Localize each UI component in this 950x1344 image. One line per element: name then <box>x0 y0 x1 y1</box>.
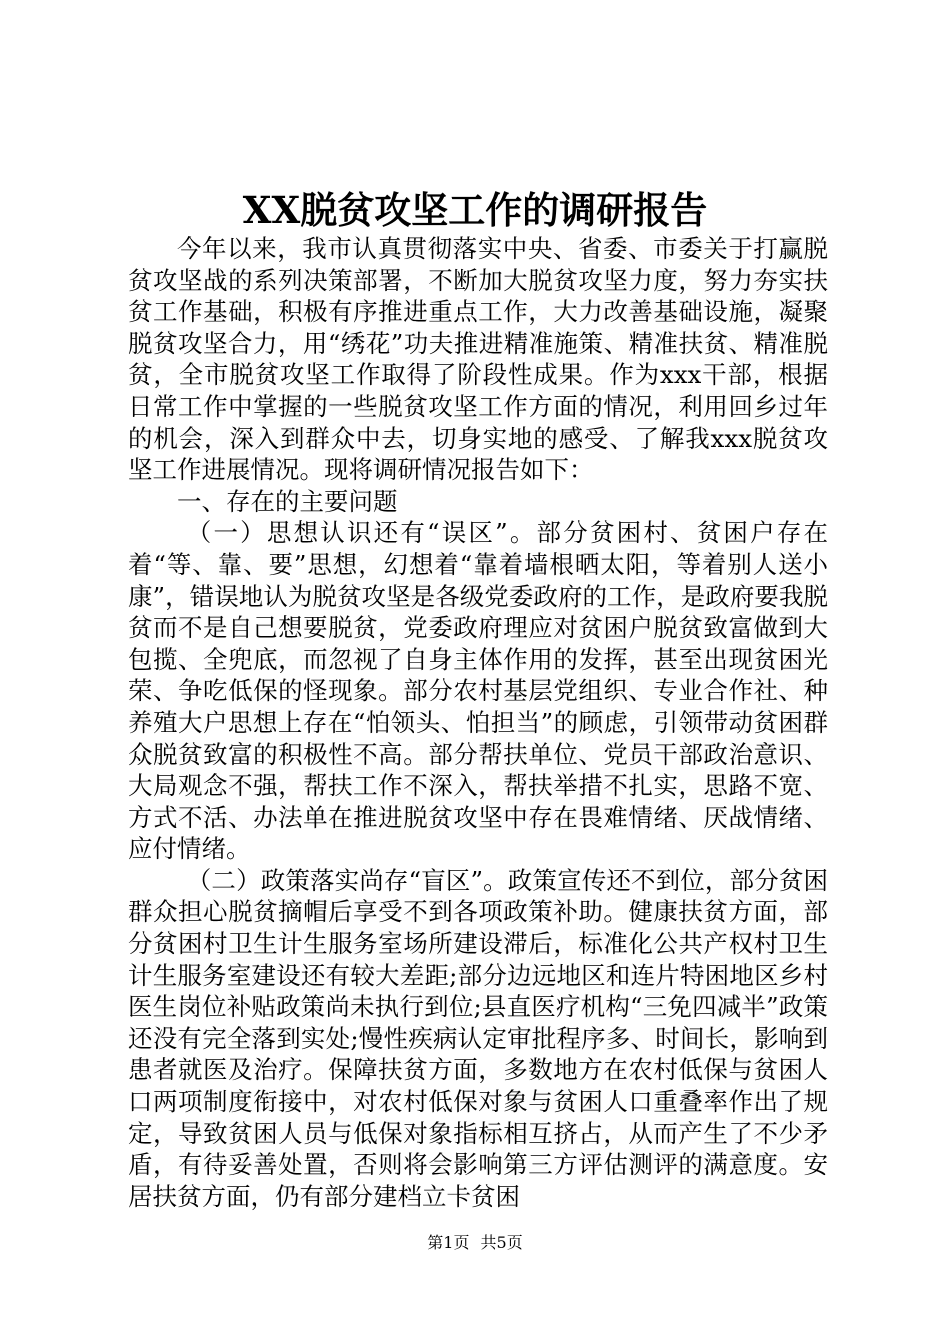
page-footer <box>0 1233 950 1253</box>
subsection-paragraph-2: （二）政策落实尚存“盲区”。政策宣传还不到位，部分贫困群众担心脱贫摘帽后享受不到各项政策补助。健康扶贫方面，部分贫困村卫生计生服务室场所建设滞后，标准化公共产权村卫生计生服务室建设还有较大差距;部分边远地区和连片特困地区乡村医生岗位补贴政策尚未执行到位;县直医疗机构“三免四减半”政策还没有完全落到实处;慢性疾病认定审批程序多、时间长，影响到患者就医及治疗。保障扶贫方面，多数地方在农村低保与贫困人口两项制度衔接中，对农村低保对象与贫困人口重叠率作出了规定，导致贫困人员与低保对象指标相互挤占，从而产生了不少矛盾，有待妥善处置，否则将会影响第三方评估测评的满意度。安居扶贫方面，仍有部分建档立卡贫困 <box>128 865 828 1211</box>
page-number: 第1页 <box>427 1233 470 1252</box>
section-heading: 一、存在的主要问题 <box>177 486 398 516</box>
document-title: XX脱贫攻坚工作的调研报告 <box>242 188 708 232</box>
subsection-paragraph-1: （一）思想认识还有“误区”。部分贫困村、贫困户存在着“等、靠、要”思想，幻想着“靠着墙根晒太阳，等着别人送小康”，错误地认为脱贫攻坚是各级党委政府的工作，是政府要我脱贫而不是自己想要脱贫，党委政府理应对贫困户脱贫致富做到大包揽、全兜底，而忽视了自身主体作用的发挥，甚至出现贫困光荣、争吃低保的怪现象。部分农村基层党组织、专业合作社、种养殖大户思想上存在“怕领头、怕担当”的顾虑，引领带动贫困群众脱贫致富的积极性不高。部分帮扶单位、党员干部政治意识、大局观念不强，帮扶工作不深入，帮扶举措不扎实，思路不宽、方式不活、办法单在推进脱贫攻坚中存在畏难情绪、厌战情绪、应付情绪。 <box>128 518 828 864</box>
document-body <box>128 233 828 1212</box>
intro-paragraph: 今年以来，我市认真贯彻落实中央、省委、市委关于打赢脱贫攻坚战的系列决策部署，不断加大脱贫攻坚力度，努力夯实扶贫工作基础，积极有序推进重点工作，大力改善基础设施，凝聚脱贫攻坚合力，用“绣花”功夫推进精准施策、精准扶贫、精准脱贫，全市脱贫攻坚工作取得了阶段性成果。作为xxx干部，根据日常工作中掌握的一些脱贫攻坚工作方面的情况，利用回乡过年的机会，深入到群众中去，切身实地的感受、了解我xxx脱贫攻坚工作进展情况。现将调研情况报告如下： <box>128 234 828 485</box>
page-total: 共5页 <box>480 1233 523 1252</box>
